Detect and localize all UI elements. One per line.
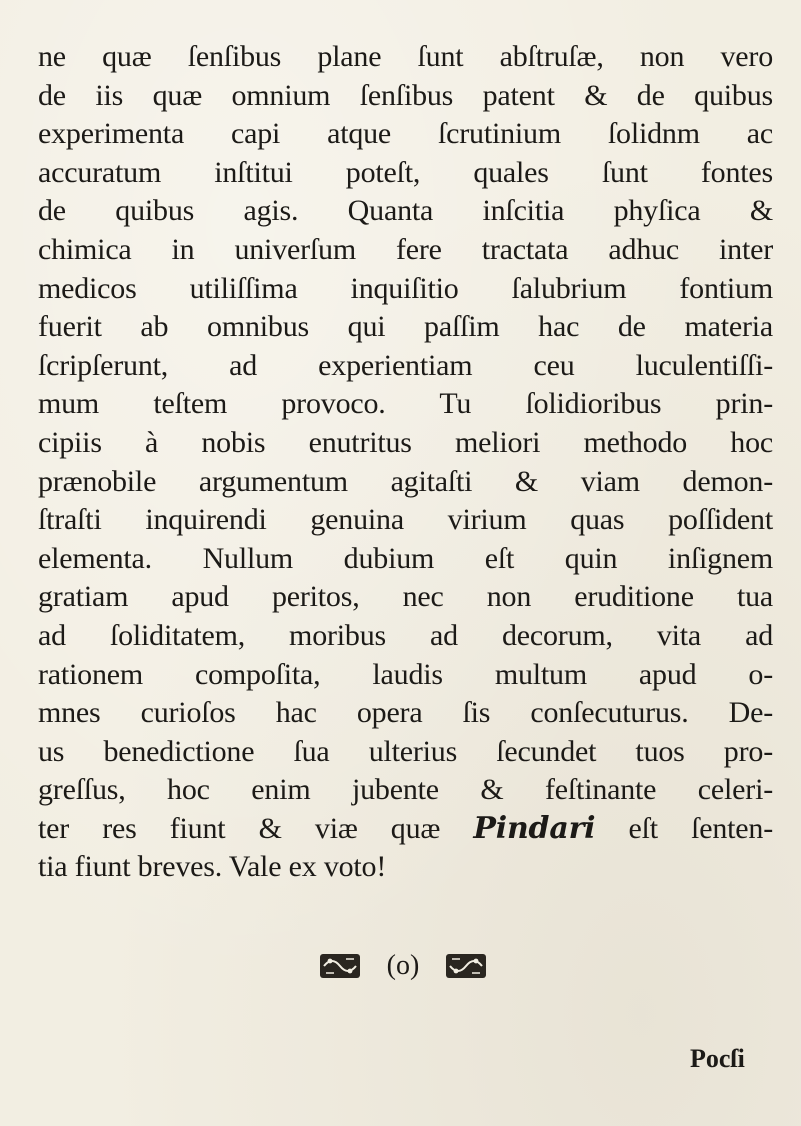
- text-line-10: mum teſtem provoco. Tu ſolidioribus prin-: [38, 387, 773, 421]
- line-21-after: eſt ſenten-: [595, 811, 773, 845]
- text-line-14: elementa. Nullum dubium eſt quin inſignem: [38, 541, 773, 575]
- text-line-18: mnes curioſos hac opera ſis conſecuturus. De-: [38, 696, 773, 730]
- floral-ornament-left-icon: [318, 951, 362, 981]
- text-line-7: medicos utiliſſima inquiſitio ſalubrium fontium: [38, 271, 773, 305]
- line-21-before: ter res fiunt & viæ quæ: [38, 811, 474, 845]
- text-line-4: accuratum inſtitui poteſt, quales ſunt fontes: [38, 155, 773, 189]
- floral-ornament-right-icon: [444, 951, 488, 981]
- text-line-19: us benedictione ſua ulterius ſecundet tuos pro-: [38, 734, 773, 768]
- text-line-5: de quibus agis. Quanta inſcitia phyſica &: [38, 194, 773, 228]
- ornament-center: (o): [386, 950, 420, 981]
- catchword: Pocſi: [690, 1044, 745, 1073]
- text-line-16: ad ſoliditatem, moribus ad decorum, vita ad: [38, 618, 773, 652]
- italic-name-pindari: Pindari: [473, 810, 596, 846]
- body-text: [38, 38, 773, 887]
- text-line-11: cipiis à nobis enutritus meliori methodo hoc: [38, 425, 773, 459]
- text-line-20: greſſus, hoc enim jubente & feſtinante celeri-: [38, 773, 773, 807]
- text-line-15: gratiam apud peritos, nec non eruditione tua: [38, 580, 773, 614]
- text-line-9: ſcripſerunt, ad experientiam ceu luculentiſſi-: [38, 348, 773, 382]
- text-line-17: rationem compoſita, laudis multum apud o-: [38, 657, 773, 691]
- text-line-13: ſtraſti inquirendi genuina virium quas poſſident: [38, 503, 773, 537]
- text-line-2: de iis quæ omnium ſenſibus patent & de quibus: [38, 78, 773, 112]
- text-line-8: fuerit ab omnibus qui paſſim hac de materia: [38, 310, 773, 344]
- text-line-12: prænobile argumentum agitaſti & viam demon-: [38, 464, 773, 498]
- typographic-ornament: [318, 948, 488, 984]
- text-line-1: ne quæ ſenſibus plane ſunt abſtruſæ, non vero: [38, 40, 773, 73]
- text-line-6: chimica in univerſum fere tractata adhuc inter: [38, 232, 773, 266]
- text-line-21: [38, 810, 773, 849]
- text-line-3: experimenta capi atque ſcrutinium ſolidnm ac: [38, 117, 773, 151]
- text-line-22: tia fiunt breves. Vale ex voto!: [38, 850, 387, 884]
